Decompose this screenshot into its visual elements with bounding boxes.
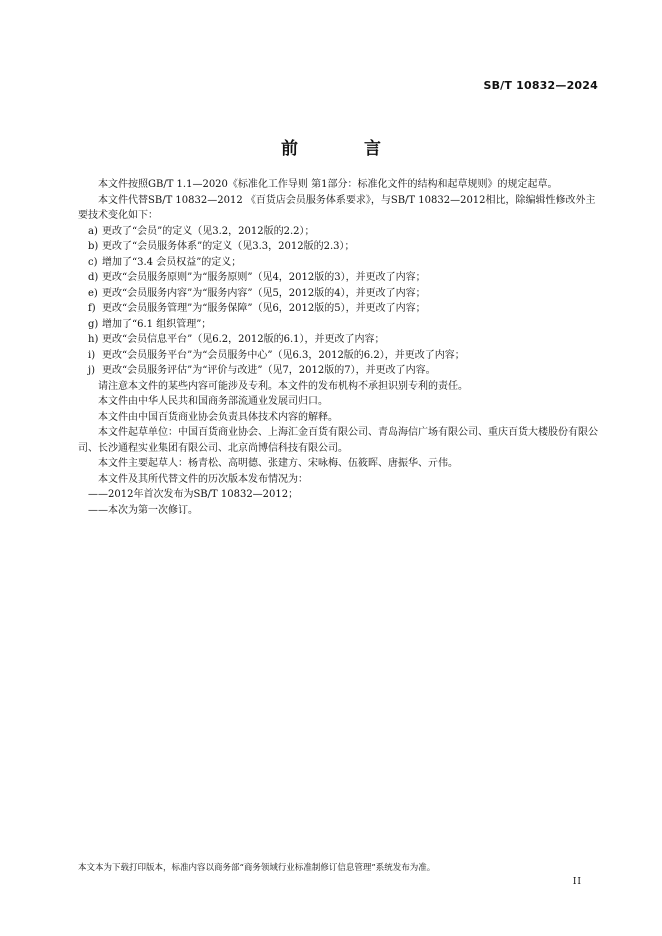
list-item [78,255,600,271]
list-item [78,317,600,333]
list-item-text: 更改了“会员服务体系”的定义（见3.3，2012版的2.3）； [102,241,355,252]
list-item-text: 更改了“会员”的定义（见3.2，2012版的2.2）； [102,225,315,237]
list-item [78,286,600,302]
list-item-label: g) [88,318,99,330]
list-item-label: i) [88,349,96,361]
list-item [78,224,600,240]
history-item: ——2012年首次发布为SB/T 10832—2012； [88,489,299,500]
list-item [78,239,600,255]
list-item-label: e) [88,287,98,299]
list-item-text: 更改“会员服务原则”为“服务原则”（见4，2012版的3），并更改了内容； [102,272,426,283]
list-item-text: 更改“会员服务管理”为“服务保障”（见6，2012版的5），并更改了内容； [102,303,426,314]
page-title: 前 言 [281,139,411,159]
paragraph-interpretation: 本文件由中国百货商业协会负责具体技术内容的解释。 [98,411,338,423]
list-item-text: 更改“会员信息平台”（见6.2，2012版的6.1），并更改了内容； [102,334,385,345]
list-item-text: 更改“会员服务评估”为“评价与改进”（见7，2012版的7），并更改了内容。 [102,365,436,376]
paragraph-patent-notice: 请注意本文件的某些内容可能涉及专利。本文件的发布机构不承担识别专利的责任。 [98,380,468,392]
list-item-label: f) [88,303,96,314]
list-item-label: h) [88,334,99,345]
paragraph-drafters: 本文件主要起草人：杨青松、高明德、张建方、宋咏梅、伍筱晖、唐振华、亓伟。 [98,458,458,469]
foreword-body [78,177,600,518]
list-item [78,301,600,317]
list-item-label: c) [88,256,98,268]
list-item-text: 更改“会员服务平台”为“会员服务中心”（见6.3，2012版的6.2），并更改了内容； [102,349,465,361]
paragraph-drafting-units: 本文件起草单位：中国百货商业协会、上海汇金百货有限公司、青岛海信广场有限公司、重庆百货大楼股份有限公司、长沙通程实业集团有限公司、北京尚博信科技有限公司。 [78,427,598,454]
list-item-label: d) [88,272,99,283]
list-item [78,332,600,348]
paragraph-centralized-by: 本文件由中华人民共和国商务部流通业发展司归口。 [98,396,328,407]
footer-note: 本文本为下载打印版本，标准内容以商务部“商务领域行业标准制修订信息管理”系统发布为准。 [78,863,436,873]
paragraph-replacement: 本文件代替SB/T 10832—2012 《百货店会员服务体系要求》，与SB/T 10832—2012相比，除编辑性修改外主要技术变化如下： [78,194,596,221]
list-item-label: a) [88,225,98,237]
list-item-text: 增加了“3.4 会员权益”的定义； [102,256,242,268]
history-item: ——本次为第一次修订。 [88,504,198,516]
page-number: II [572,877,582,887]
paragraph-drafting-rules: 本文件按照GB/T 1.1—2020《标准化工作导则 第1部分：标准化文件的结构和起草规则》的规定起草。 [98,179,558,190]
standard-number: SB/T 10832—2024 [483,79,598,92]
list-item-text: 增加了“6.1 组织管理”； [102,318,212,330]
paragraph-history-intro: 本文件及其所代替文件的历次版本发布情况为： [98,473,308,485]
list-item-label: j) [88,365,96,376]
list-item [78,270,600,286]
list-item [78,363,600,379]
list-item [78,348,600,364]
list-item-label: b) [88,241,99,252]
list-item-text: 更改“会员服务内容”为“服务内容”（见5，2012版的4），并更改了内容； [102,287,426,299]
